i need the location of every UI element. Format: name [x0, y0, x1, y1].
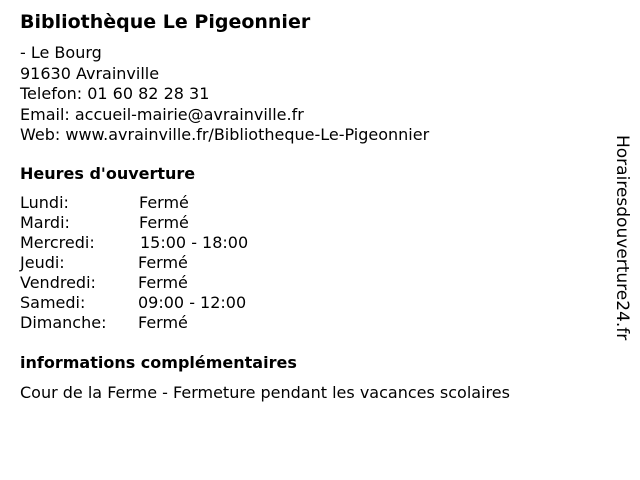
address-phone: Telefon: 01 60 82 28 31	[20, 84, 210, 103]
day-value: Fermé	[139, 193, 189, 212]
day-label: Jeudi:	[20, 253, 65, 272]
day-value: 15:00 - 18:00	[140, 233, 249, 252]
watermark-text: Horairesdouverture24.fr	[612, 135, 632, 341]
info-heading: informations complémentaires	[20, 353, 297, 372]
day-label: Samedi:	[20, 293, 86, 312]
address-web: Web: www.avrainville.fr/Bibliotheque-Le-Pigeonnier	[20, 125, 430, 144]
hours-heading: Heures d'ouverture	[20, 164, 196, 183]
address-email: Email: accueil-mairie@avrainville.fr	[20, 104, 304, 124]
day-value: Fermé	[138, 253, 188, 272]
address-street: - Le Bourg	[20, 43, 102, 62]
day-label: Mardi:	[20, 213, 70, 232]
day-label: Lundi:	[20, 193, 69, 212]
day-label: Mercredi:	[20, 233, 95, 252]
address-city: 91630 Avrainville	[20, 63, 160, 83]
day-label: Vendredi:	[20, 273, 96, 292]
day-value: Fermé	[138, 273, 188, 292]
page-title: Bibliothèque Le Pigeonnier	[20, 11, 311, 33]
day-value: Fermé	[138, 313, 188, 332]
address-block	[20, 43, 429, 146]
day-value: 09:00 - 12:00	[138, 293, 247, 312]
day-value: Fermé	[139, 213, 189, 232]
day-label: Dimanche:	[20, 313, 107, 332]
info-text: Cour de la Ferme - Fermeture pendant les vacances scolaires	[20, 383, 510, 402]
